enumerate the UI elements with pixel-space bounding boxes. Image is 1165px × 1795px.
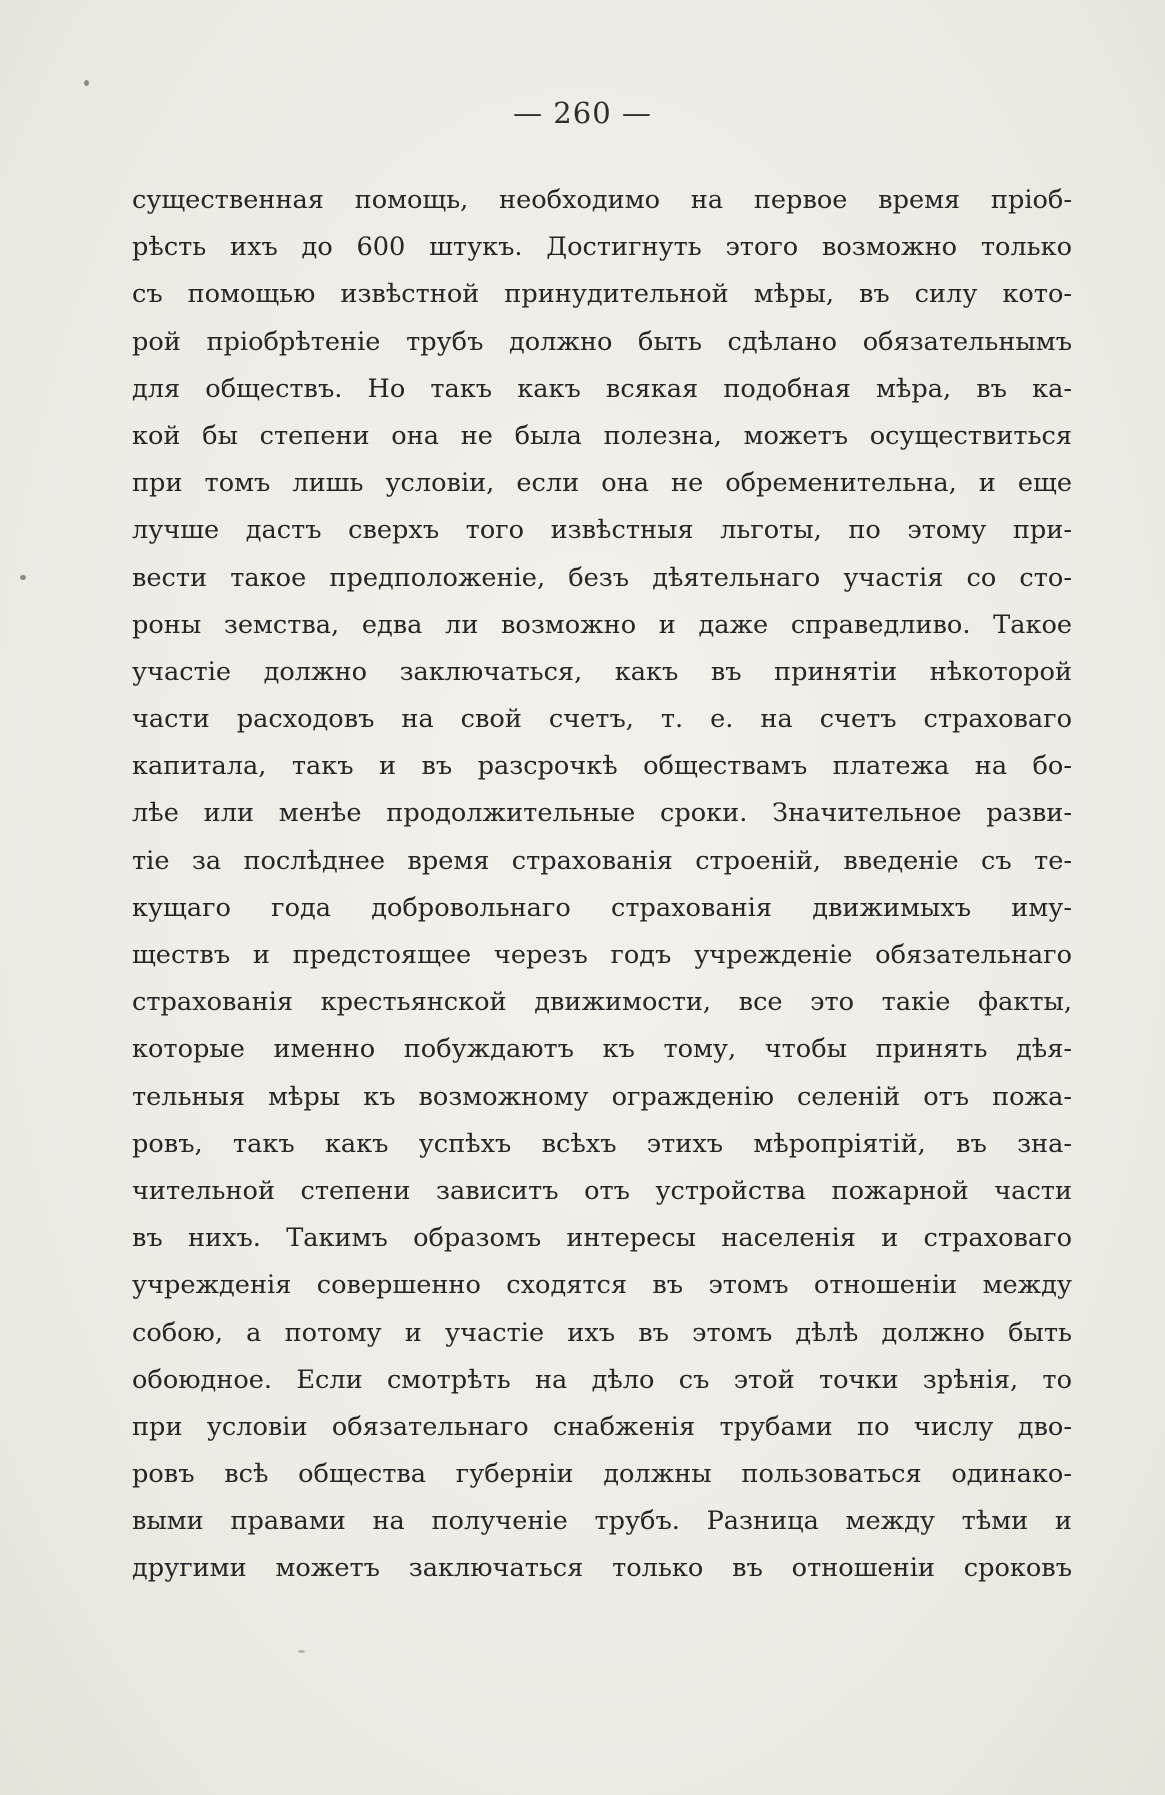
text-line: при томъ лишь условіи, если она не обременительна, и еще: [132, 468, 1072, 499]
text-line: рой пріобрѣтеніе трубъ должно быть сдѣлано обязательнымъ: [132, 326, 1072, 357]
text-line: которые именно побуждаютъ къ тому, чтобы принять дѣя-: [132, 1034, 1072, 1065]
text-line: части расходовъ на свой счетъ, т. е. на счетъ страховаго: [132, 704, 1072, 735]
text-line: учрежденія совершенно сходятся въ этомъ отношеніи между: [132, 1270, 1072, 1301]
text-line: собою, а потому и участіе ихъ въ этомъ дѣлѣ должно быть: [132, 1317, 1072, 1348]
text-line: съ помощью извѣстной принудительной мѣры, въ силу кото-: [132, 279, 1072, 310]
text-line: ровъ, такъ какъ успѣхъ всѣхъ этихъ мѣропріятій, въ зна-: [132, 1128, 1072, 1159]
text-line: ществъ и предстоящее черезъ годъ учрежденіе обязательнаго: [132, 940, 1072, 970]
text-line: кущаго года добровольнаго страхованія движимыхъ иму-: [132, 892, 1072, 923]
text-line: страхованія крестьянской движимости, все это такіе факты,: [132, 987, 1072, 1018]
text-line: кой бы степени она не была полезна, можетъ осуществиться: [132, 420, 1072, 451]
text-line: чительной степени зависитъ отъ устройства пожарной части: [132, 1175, 1072, 1206]
text-line: существенная помощь, необходимо на первое время пріоб-: [132, 185, 1072, 215]
text-line: для обществъ. Но такъ какъ всякая подобная мѣра, въ ка-: [132, 373, 1072, 404]
text-line: тіе за послѣднее время страхованія строеній, введеніе съ те-: [132, 845, 1072, 876]
text-line: обоюдное. Если смотрѣть на дѣло съ этой точки зрѣнія, то: [132, 1364, 1072, 1395]
text-line: участіе должно заключаться, какъ въ принятіи нѣкоторой: [132, 656, 1072, 687]
text-line: ровъ всѣ общества губерніи должны пользоваться одинако-: [132, 1459, 1072, 1490]
paper-speck: [298, 1650, 305, 1653]
text-line: роны земства, едва ли возможно и даже справедливо. Такое: [132, 609, 1072, 640]
page-number: — 260 —: [513, 96, 652, 130]
text-line: тельныя мѣры къ возможному огражденію селеній отъ пожа-: [132, 1081, 1072, 1112]
text-line: капитала, такъ и въ разсрочкѣ обществамъ платежа на бо-: [132, 751, 1072, 782]
text-line: при условіи обязательнаго снабженія трубами по числу дво-: [132, 1411, 1072, 1442]
body-text: [132, 177, 1072, 1593]
text-line: лѣе или менѣе продолжительные сроки. Значительное разви-: [132, 798, 1072, 829]
text-line: рѣсть ихъ до 600 штукъ. Достигнуть этого возможно только: [132, 232, 1072, 263]
text-line: въ нихъ. Такимъ образомъ интересы населенія и страховаго: [132, 1223, 1072, 1254]
text-line: вести такое предположеніе, безъ дѣятельнаго участія со сто-: [132, 562, 1072, 593]
paper-speck: [84, 80, 89, 86]
text-line: выми правами на полученіе трубъ. Разница между тѣми и: [132, 1506, 1072, 1537]
text-line: лучше дастъ сверхъ того извѣстныя льготы, по этому при-: [132, 515, 1072, 546]
paper-speck: [20, 575, 26, 580]
text-line: другими можетъ заключаться только въ отношеніи сроковъ: [132, 1553, 1072, 1584]
